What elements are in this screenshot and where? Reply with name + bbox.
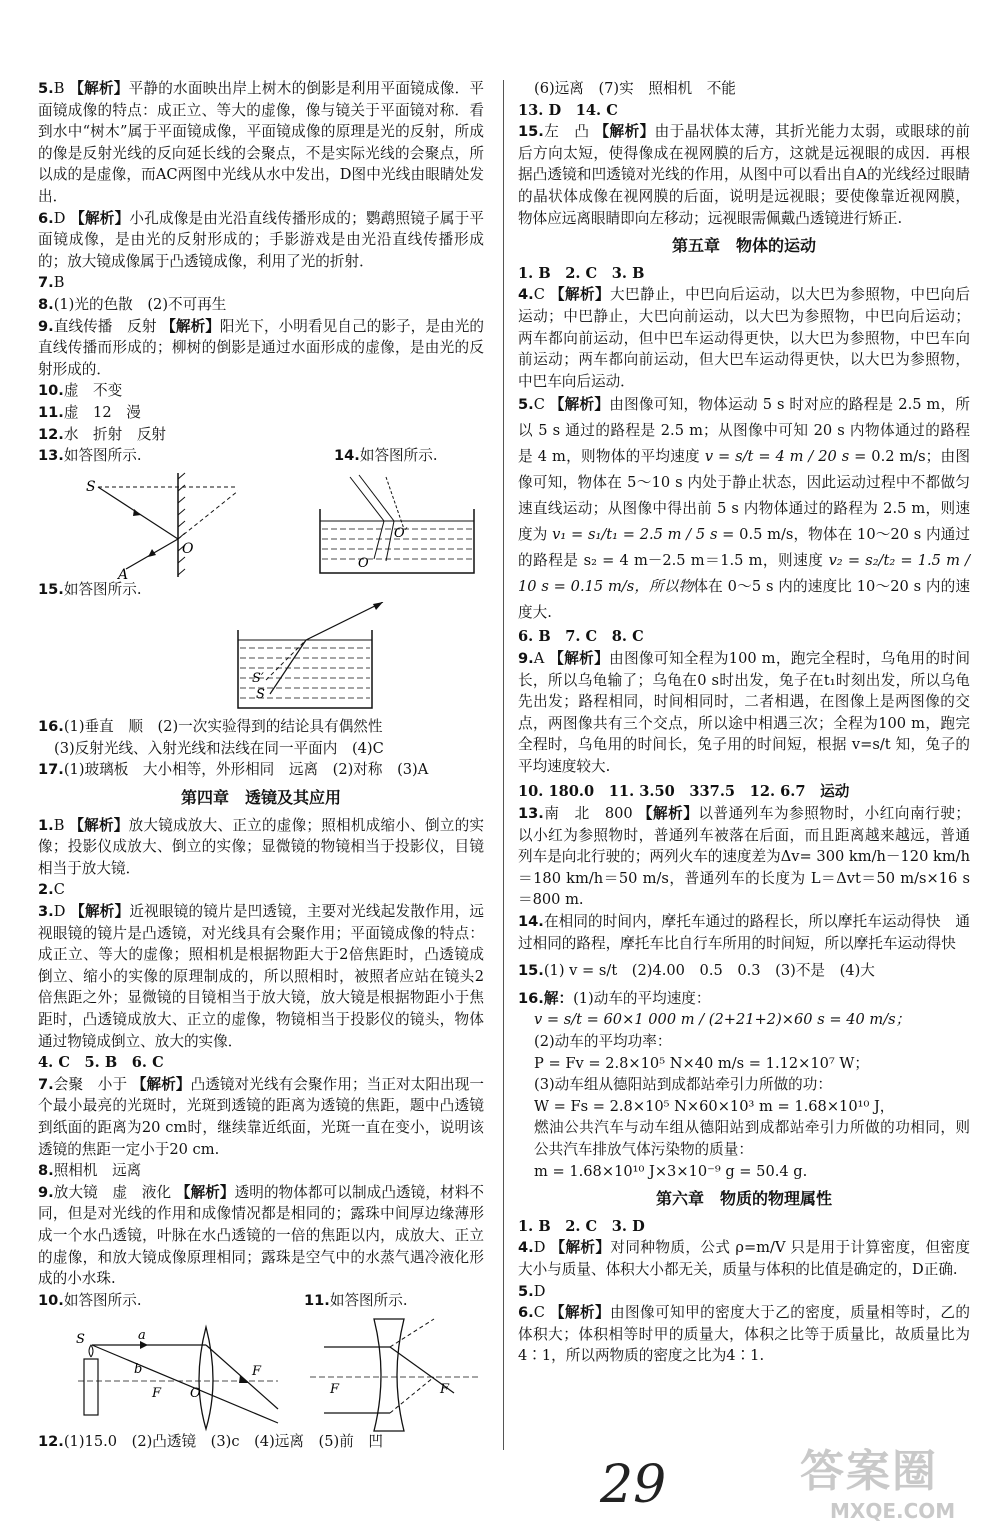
answer-14: 14.如答图所示. xyxy=(334,447,438,465)
answer-12: 12.水 折射 反射 xyxy=(38,425,167,443)
mirror-reflection-diagram xyxy=(38,469,238,581)
ch5-answer-9: 9.A 【解析】由图像可知全程为100 m，跑完全程时，乌龟用的时间长，所以乌龟输了；乌龟在0 s时出发，兔子在t₁时刻出发，所以乌龟先出发；路程相同，时间相同时，二者相遇，在图像上是两图像的交点，两图像共有三个交点，所以途中相遇三次；全程为100 m，跑完全程时，乌龟用的时间长，兔子用的时间短，根据 v=s/t 知，兔子的平均速度较大. xyxy=(518,649,970,775)
ch5-answer-13: 13.南 北 800 【解析】以普通列车为参照物时，小红向南行驶；以小红为参照物时，普通列车被落在后面，而且距离越来越远，普通列车是向北行驶的；两列火车的速度差为Δv= 300 km/h－120 km/h＝180 km/h＝50 m/s，普通列车的长度为 L＝Δvt＝50 m/s×16 s＝800 m. xyxy=(518,805,970,909)
svg-text:b: b xyxy=(134,1362,143,1378)
ch4-answer-13-14: 13. D 14. C xyxy=(518,101,618,119)
ch5-answer-16-l2: v = s/t = 60×1 000 m / (2+21+2)×60 s = 40 m/s； xyxy=(534,1011,911,1029)
watermark-logo: 答案圈 MXQE.COM xyxy=(800,1446,956,1523)
svg-text:S: S xyxy=(76,1332,85,1348)
answer-5: 5.B 【解析】平静的水面映出岸上树木的倒影是利用平面镜成像．平面镜成像的特点：成正立、等大的虚像，像与镜关于平面镜对称．看到水中“树木”属于平面镜成像，平面镜成像的原理是光的反射，所成的像是反射光线的反向延长线的会聚点，不是实际光线的会聚点，所以成的是虚像，而AC两图中光线从水中发出，D图中光线由眼睛处发出． xyxy=(38,80,484,205)
ch5-answer-14: 14.在相同的时间内，摩托车通过的路程长，所以摩托车运动得快 通过相同的路程，摩托车比自行车所用的时间短，所以摩托车运动得快 xyxy=(518,913,970,952)
ch5-answer-16-l6: W = Fs = 2.8×10⁵ N×60×10³ m = 1.68×10¹⁰ J， xyxy=(534,1097,895,1115)
ch4-answer-2: 2.C xyxy=(38,881,65,899)
right-column xyxy=(518,78,970,1367)
page-number: 29 xyxy=(600,1455,667,1515)
svg-text:A: A xyxy=(118,566,129,581)
svg-text:F: F xyxy=(152,1386,162,1402)
ch5-answer-16-l7: 燃油公共汽车与动车组从德阳站到成都站牵引力所做的功相同，则公共汽车排放气体污染物的质量： xyxy=(534,1119,970,1158)
ch5-answer-5: 5.C 【解析】由图像可知，物体运动 5 s 时对应的路程是 2.5 m，所以 5 s 通过的路程是 2.5 m；从图像中可知 20 s 内物体通过的路程是 4 m，则物体的平均速度 v = s/t = 4 m / 20 s = 0.2 m/s；由图像可知，物体在 5～10 s 内处于静止状态，因此运动过程中不都做匀速直线运动；从图像中得出前 5 s 内物体通过的路程为 2.5 m，则速度为 v₁ = s₁/t₁ = 2.5 m / 5 s = 0.5 m/s，物体在 10～20 s 内通过的路程是 s₂ = 4 m－2.5 m＝1.5 m，则速度 v₂ = s₂/t₂ = 1.5 m / 10 s = 0.15 m/s，所以物体在 0～5 s 内的速度比 10～20 s 内的速度大. xyxy=(518,396,970,622)
ch6-answer-5: 5.D xyxy=(518,1282,546,1300)
left-column xyxy=(38,78,484,1453)
ch5-answer-10-12: 10. 180.0 11. 3.50 337.5 12. 6.7 运动 xyxy=(518,783,850,801)
ch5-answer-6-8: 6. B 7. C 8. C xyxy=(518,628,644,646)
ch5-answer-16-l4: P = Fv = 2.8×10⁵ N×40 m/s = 1.12×10⁷ W； xyxy=(534,1054,870,1072)
ch4-answer-7: 7.会聚 小于 【解析】凸透镜对光线有会聚作用；当正对太阳出现一个最小最亮的光斑时，光斑到透镜的距离为透镜的焦距，题中凸透镜到纸面的距离为20 cm时，继续靠近纸面，光斑一直在变小，说明该透镜的焦距一定小于20 cm. xyxy=(38,1075,484,1158)
ch5-answer-16-l5: (3)动车组从德阳站到成都站牵引力所做的功： xyxy=(534,1076,832,1094)
svg-text:S′: S′ xyxy=(252,671,264,687)
ch6-answer-6: 6.C 【解析】由图像可知甲的密度大于乙的密度，质量相等时，乙的体积大；体积相等时甲的质量大，体积之比等于质量比，故质量比为4∶1，所以两物质的密度之比为4∶1. xyxy=(518,1304,970,1365)
answer-9: 9.直线传播 反射 【解析】阳光下，小明看见自己的影子，是由光的直线传播而形成的；柳树的倒影是通过水面形成的虚像，是由光的反射形成的． xyxy=(38,317,484,378)
ch4-answer-1: 1.B 【解析】放大镜成放大、正立的虚像；照相机成缩小、倒立的实像；投影仪成放大、倒立的实像；显微镜的物镜相当于投影仪，目镜相当于放大镜． xyxy=(38,816,484,877)
svg-text:O: O xyxy=(358,555,369,571)
answer-16-line2: (3)反射光线、入射光线和法线在同一平面内 (4)C xyxy=(54,739,384,757)
answer-6: 6.D 【解析】小孔成像是由光沿直线传播形成的；鹦鹉照镜子属于平面镜成像，是由光的反射形成的；手影游戏是由光沿直线传播形成的；放大镜成像属于凸透镜成像，利用了光的折射． xyxy=(38,209,484,270)
svg-text:O: O xyxy=(182,540,194,557)
pool-light-diagram xyxy=(38,602,484,712)
water-refraction-diagram xyxy=(314,469,484,581)
ch5-answer-16: 16.解：(1)动车的平均速度： xyxy=(518,989,711,1007)
ch4-answer-3: 3.D 【解析】近视眼镜的镜片是凹透镜，主要对光线起发散作用，远视眼镜的镜片是凸透镜，对光线具有会聚作用；平面镜成像的特点：成正立、等大的虚像；照相机是根据物距大于2倍焦距时，凸透镜成倒立、缩小的实像的原理制成的，所以照相时，被照者应站在镜头2倍焦距之外；显微镜的目镜相当于放大镜，放大镜是根据物距小于焦距时，凸透镜成放大、正立的虚像，物镜相当于投影仪的镜头，物体通过物镜成倒立、放大的实像． xyxy=(38,903,484,1050)
answer-11: 11.虚 12 漫 xyxy=(38,403,141,421)
answer-13: 13.如答图所示. xyxy=(38,447,142,465)
ch6-answer-4: 4.D 【解析】对同种物质，公式 ρ=m/V 只是用于计算密度，但密度大小与质量、体积大小都无关，质量与体积的比值是确定的，D正确. xyxy=(518,1239,970,1278)
chapter-6-title: 第六章 物质的物理属性 xyxy=(655,1189,832,1209)
ch4-answer-4-6: 4. C 5. B 6. C xyxy=(38,1054,164,1072)
svg-text:O: O xyxy=(190,1386,201,1402)
ch5-answer-16-l8: m = 1.68×10¹⁰ J×3×10⁻⁹ g = 50.4 g. xyxy=(534,1162,808,1180)
ch5-answer-16-l3: (2)动车的平均功率： xyxy=(534,1033,672,1050)
concave-lens-diagram xyxy=(304,1313,484,1433)
svg-text:F: F xyxy=(330,1382,340,1398)
svg-text:O′: O′ xyxy=(394,525,408,541)
ch4-answer-12: 12.(1)15.0 (2)凸透镜 (3)c (4)远离 (5)前 凹 xyxy=(38,1433,384,1451)
svg-text:F: F xyxy=(252,1364,262,1380)
ch4-answer-15: 15.左 凸 【解析】由于晶状体太薄，其折光能力太弱，或眼球的前后方向太短，使得像成在视网膜的后方，这就是远视眼的成因．再根据凸透镜和凹透镜对光线的作用，从图中可以看出自A的光线经过眼睛的晶状体成像在视网膜的后面，说明是远视眼；要使像靠近视网膜，物体应远离眼睛即向左移动；远视眼需佩戴凸透镜进行矫正. xyxy=(518,123,970,227)
ch5-answer-15: 15.(1) v = s/t (2)4.00 0.5 0.3 (3)不是 (4)大 xyxy=(518,962,875,980)
ch5-answer-4: 4.C 【解析】大巴静止，中巴向后运动，以大巴为参照物，中巴向后运动；中巴静止，大巴向前运动，以大巴为参照物，中巴向后运动；两车都向前运动，但中巴车运动得更快，以大巴为参照物，中巴车向前运动；两车都向前运动，但大巴车运动得更快，以大巴为参照物，中巴车向后运动． xyxy=(518,286,970,390)
answer-17: 17.(1)玻璃板 大小相等，外形相同 远离 (2)对称 (3)A xyxy=(38,761,429,779)
svg-text:S: S xyxy=(256,687,265,703)
ch5-answer-1-3: 1. B 2. C 3. B xyxy=(518,264,645,282)
chapter-5-title: 第五章 物体的运动 xyxy=(671,236,816,256)
chapter-4-title: 第四章 透镜及其应用 xyxy=(180,788,341,808)
answer-10: 10.虚 不变 xyxy=(38,382,123,400)
ch4-answer-12-cont: (6)远离 (7)实 照相机 不能 xyxy=(534,80,736,97)
svg-text:a: a xyxy=(138,1328,146,1344)
answer-8: 8.(1)光的色散 (2)不可再生 xyxy=(38,295,227,313)
svg-text:F: F xyxy=(440,1382,450,1398)
column-divider xyxy=(503,80,504,1450)
answer-15: 15.如答图所示. xyxy=(38,580,142,598)
svg-text:S: S xyxy=(86,478,96,495)
ch4-answer-9: 9.放大镜 虚 液化 【解析】透明的物体都可以制成凸透镜，材料不同，但是对光线的作用和成像情况都是相同的；露珠中间厚边缘薄形成一个水凸透镜，叶脉在水凸透镜的一倍的焦距以内，成放大、正立的虚像，和放大镜成像原理相同；露珠是空气中的水蒸气遇冷液化形成的小水珠. xyxy=(38,1183,484,1288)
answer-7: 7.B xyxy=(38,274,65,292)
ch4-answer-8: 8.照相机 远离 xyxy=(38,1162,142,1180)
ch6-answer-1-3: 1. B 2. C 3. D xyxy=(518,1217,645,1235)
ch4-answer-11: 11.如答图所示. xyxy=(304,1291,408,1309)
convex-lens-diagram xyxy=(38,1313,288,1433)
answer-16: 16.(1)垂直 顺 (2)一次实验得到的结论具有偶然性 xyxy=(38,718,383,736)
ch4-answer-10: 10.如答图所示. xyxy=(38,1291,142,1309)
